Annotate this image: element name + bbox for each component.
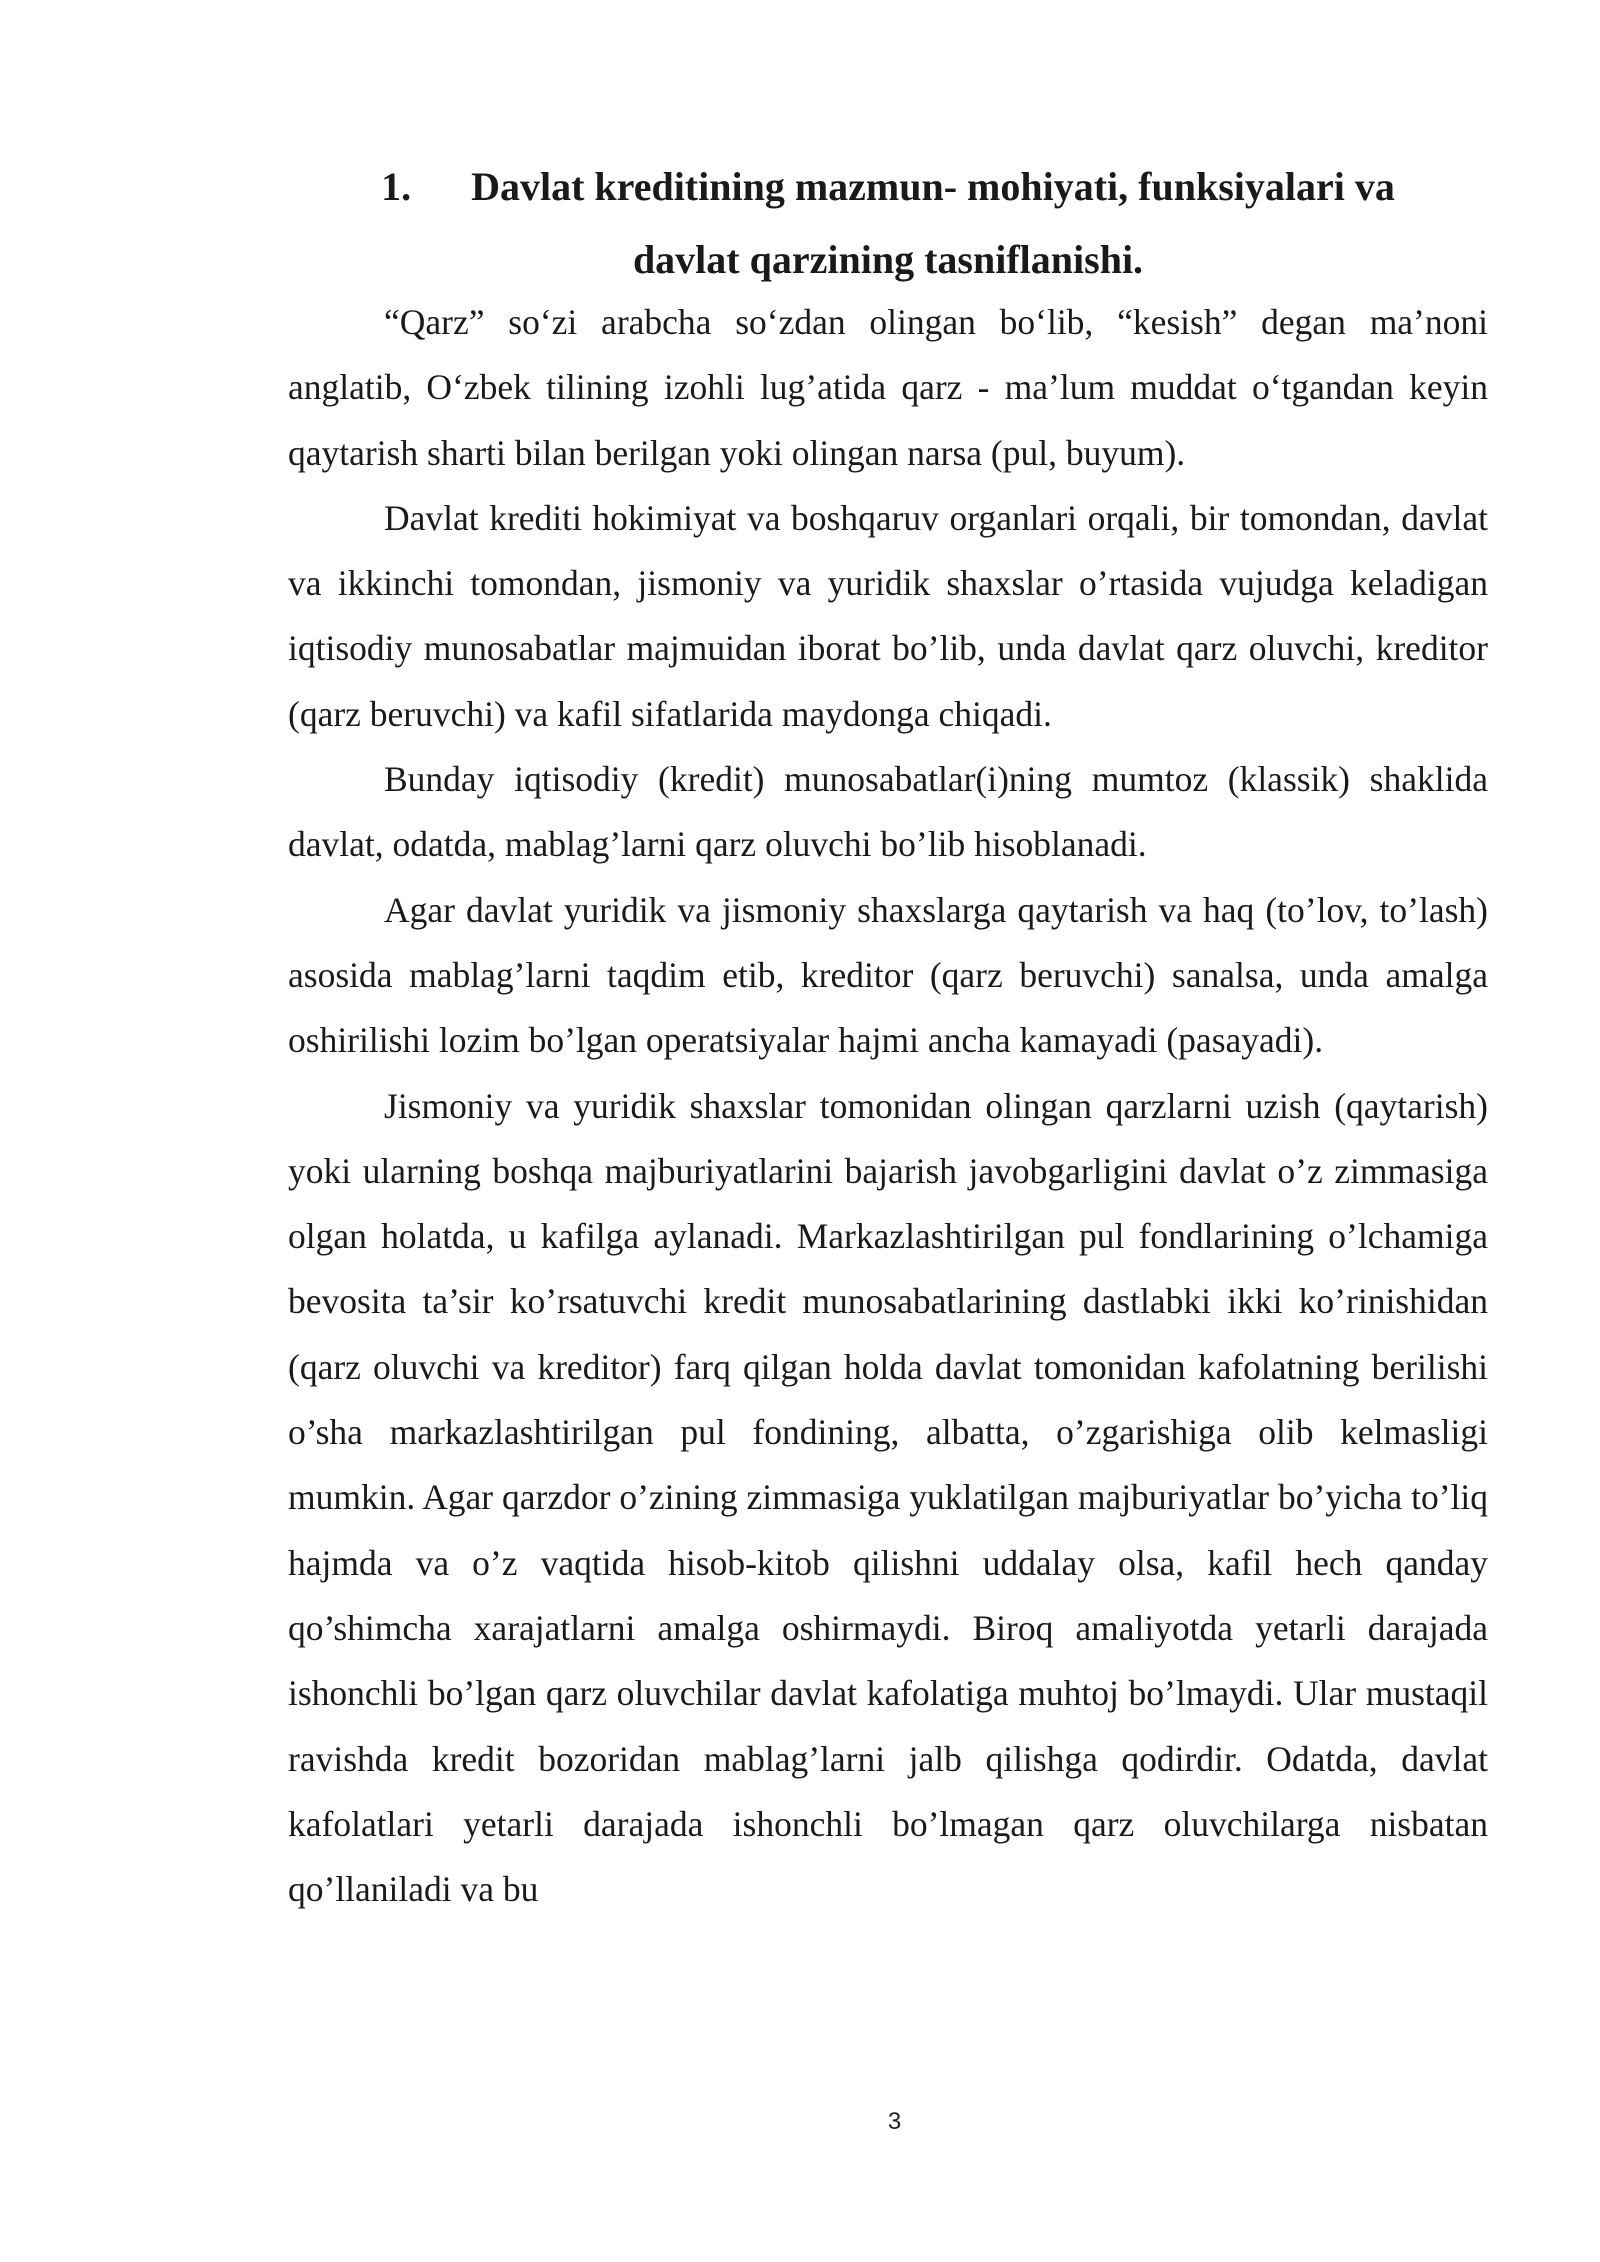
paragraph-qarz-definition: “Qarz” so‘zi arabcha so‘zdan olingan bo‘lib, “kesish” degan ma’noni anglatib, O‘zbek tilining izohli lug’atida qarz - ma’lum muddat o‘tgandan keyin qaytarish sharti bilan berilgan yoki olingan narsa (pul, buyum). [288, 302, 1488, 473]
heading-number: 1. [381, 164, 412, 209]
paragraph-kreditor: Agar davlat yuridik va jismoniy shaxslarga qaytarish va haq (to’lov, to’lash) asosida mablag’larni taqdim etib, kreditor (qarz beruvchi) sanalsa, unda amalga oshirilishi lozim bo’lgan operatsiyalar hajmi ancha kamayadi (pasayadi). [288, 889, 1488, 1061]
heading-line-1 [288, 150, 1488, 223]
document-page [288, 150, 1488, 1922]
section-heading [288, 150, 1488, 296]
paragraph-klassik-shakl: Bunday iqtisodiy (kredit) munosabatlar(i)ning mumtoz (klassik) shaklida davlat, odatda, mablag’larni qarz oluvchi bo’lib hisoblanadi. [288, 759, 1488, 865]
heading-line-2: davlat qarzining tasniflanishi. [632, 237, 1144, 282]
paragraph-davlat-krediti: Davlat krediti hokimiyat va boshqaruv organlari orqali, bir tomondan, davlat va ikkinchi tomondan, jismoniy va yuridik shaxslar o’rtasida vujudga keladigan iqtisodiy munosabatlar majmuidan iborat bo’lib, unda davlat qarz oluvchi, kreditor (qarz beruvchi) va kafil sifatlarida maydonga chiqadi. [288, 497, 1488, 734]
heading-line-1-text: Davlat kreditining mazmun- mohiyati, funksiyalari va [471, 164, 1395, 209]
paragraph-kafil: Jismoniy va yuridik shaxslar tomonidan olingan qarzlarni uzish (qaytarish) yoki ularning boshqa majburiyatlarini bajarish javobgarligini davlat o’z zimmasiga olgan holatda, u kafilga aylanadi. Markazlashtirilgan pul fondlarining o’lchamiga bevosita ta’sir ko’rsatuvchi kredit munosabatlarining dastlabki ikki ko’rinishidan (qarz oluvchi va kreditor) farq qilgan holda davlat tomonidan kafolatning berilishi o’sha markazlashtirilgan pul fondining, albatta, o’zgarishiga olib kelmasligi mumkin. Agar qarzdor o’zining zimmasiga yuklatilgan majburiyatlar bo’yicha to’liq hajmda va o’z vaqtida hisob-kitob qilishni uddalay olsa, kafil hech qanday qo’shimcha xarajatlarni amalga oshirmaydi. Biroq amaliyotda yetarli darajada ishonchli bo’lgan qarz oluvchilar davlat kafolatiga muhtoj bo’lmaydi. Ular mustaqil ravishda kredit bozoridan mablag’larni jalb qilishga qodirdir. Odatda, davlat kafolatlari yetarli darajada ishonchli bo’lmagan qarz oluvchilarga nisbatan qo’llaniladi va bu [288, 1085, 1488, 1910]
page-number: 3 [887, 2108, 902, 2135]
